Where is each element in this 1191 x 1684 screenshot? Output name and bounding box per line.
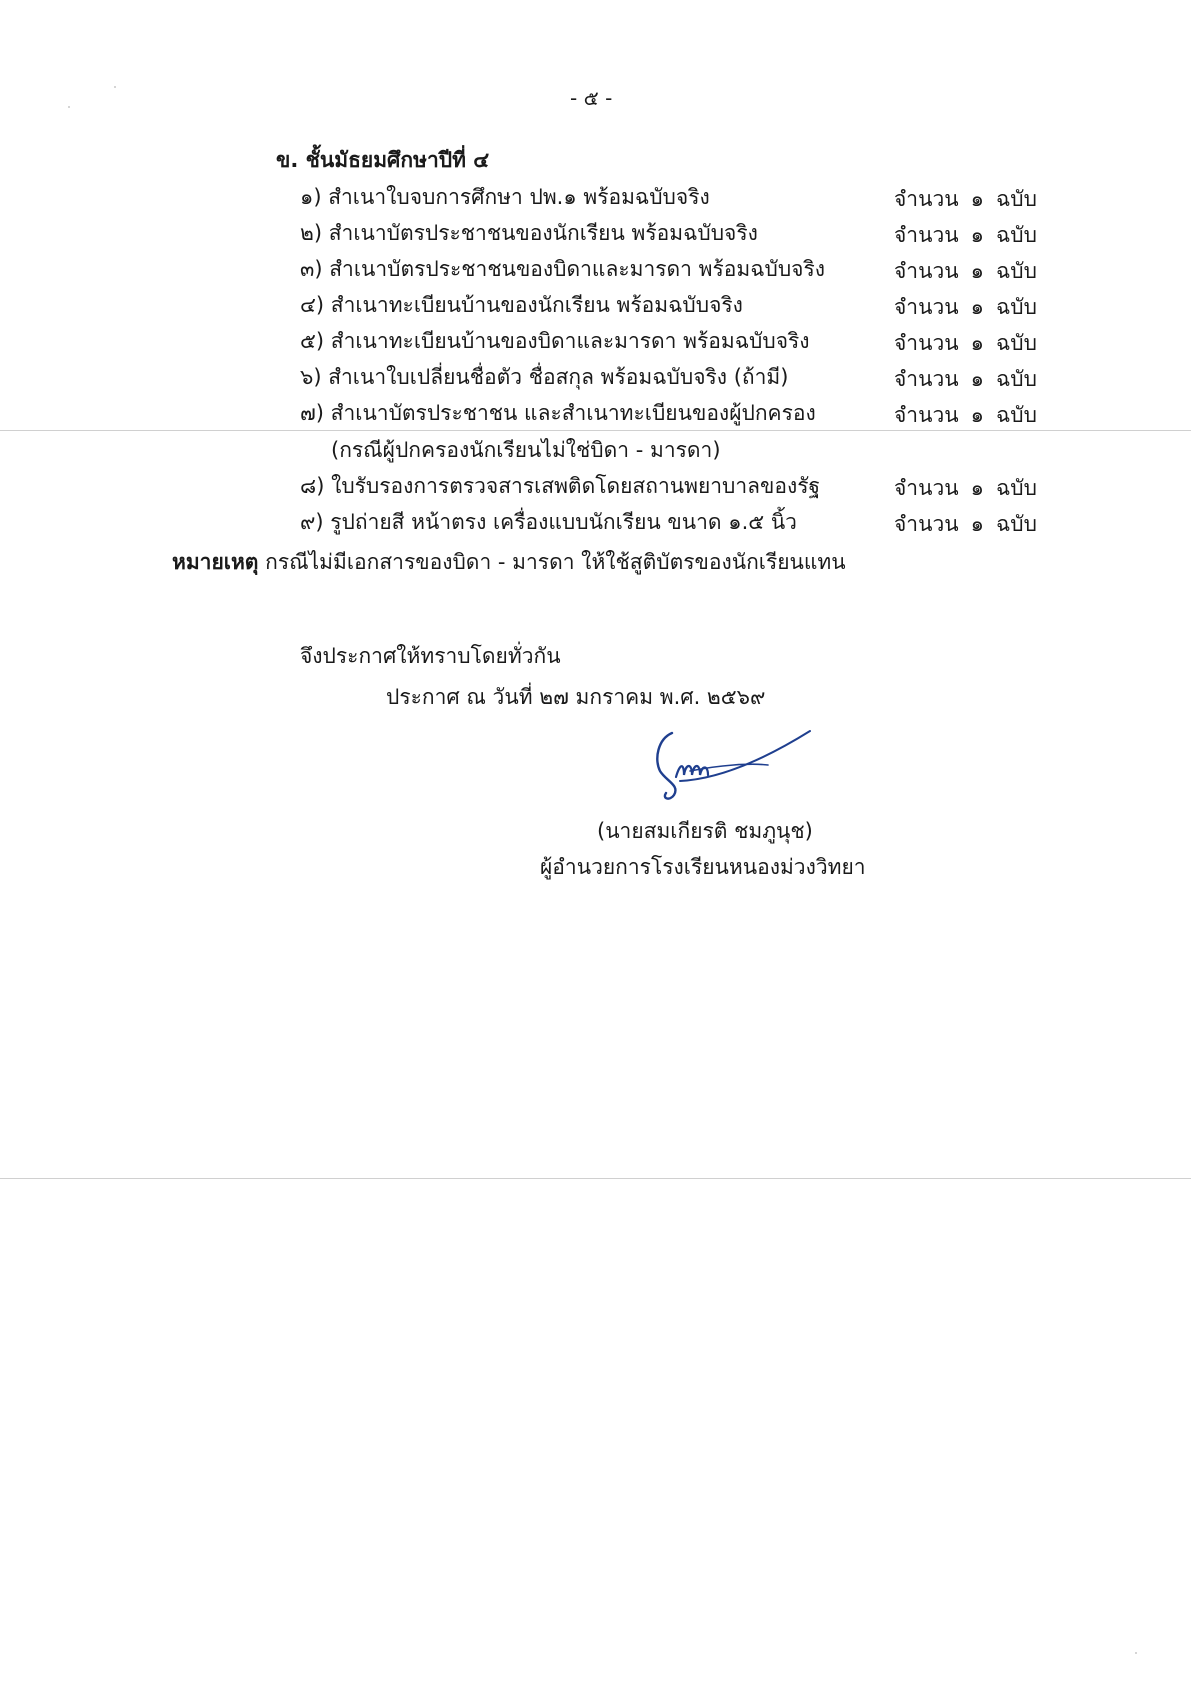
quantity-label: จำนวน (894, 295, 959, 319)
signatory-name: (นายสมเกียรติ ชมภูนุช) (597, 819, 813, 843)
list-item: ๖) สำเนาใบเปลี่ยนชื่อตัว ชื่อสกุล พร้อมฉบับจริง (ถ้ามี) (300, 365, 789, 389)
item-quantity (894, 329, 1037, 357)
item-quantity (894, 221, 1037, 249)
scan-line (0, 430, 1191, 431)
quantity-unit: ฉบับ (995, 295, 1037, 319)
quantity-label: จำนวน (894, 187, 959, 211)
item-quantity (894, 257, 1037, 285)
note-text: กรณีไม่มีเอกสารของบิดา - มารดา ให้ใช้สูติบัตรของนักเรียนแทน (265, 550, 846, 574)
page-number: - ๕ - (570, 86, 613, 110)
quantity-unit: ฉบับ (995, 223, 1037, 247)
item-quantity (894, 474, 1037, 502)
quantity-unit: ฉบับ (995, 331, 1037, 355)
signatory-position: ผู้อำนวยการโรงเรียนหนองม่วงวิทยา (540, 855, 866, 879)
list-item: ๙) รูปถ่ายสี หน้าตรง เครื่องแบบนักเรียน ขนาด ๑.๕ นิ้ว (300, 510, 797, 534)
note-label: หมายเหตุ (172, 550, 259, 574)
item-quantity (894, 293, 1037, 321)
quantity-value: ๑ (970, 223, 984, 247)
list-item: ๔) สำเนาทะเบียนบ้านของนักเรียน พร้อมฉบับจริง (300, 293, 743, 317)
item-quantity (894, 510, 1037, 538)
list-item-subtext: (กรณีผู้ปกครองนักเรียนไม่ใช่บิดา - มารดา) (331, 438, 721, 462)
item-quantity (894, 365, 1037, 393)
quantity-unit: ฉบับ (995, 259, 1037, 283)
quantity-label: จำนวน (894, 331, 959, 355)
quantity-value: ๑ (970, 259, 984, 283)
quantity-label: จำนวน (894, 259, 959, 283)
scan-speck (1135, 1652, 1137, 1654)
quantity-value: ๑ (970, 403, 984, 427)
quantity-value: ๑ (970, 367, 984, 391)
quantity-value: ๑ (970, 331, 984, 355)
list-item: ๘) ใบรับรองการตรวจสารเสพติดโดยสถานพยาบาลของรัฐ (300, 474, 821, 498)
quantity-unit: ฉบับ (995, 187, 1037, 211)
quantity-value: ๑ (970, 476, 984, 500)
scan-speck (68, 106, 70, 108)
scan-line (0, 1178, 1191, 1179)
list-item: ๓) สำเนาบัตรประชาชนของบิดาและมารดา พร้อมฉบับจริง (300, 257, 826, 281)
quantity-unit: ฉบับ (995, 476, 1037, 500)
note (172, 548, 846, 576)
section-heading: ข. ชั้นมัธยมศึกษาปีที่ ๔ (276, 148, 490, 172)
quantity-value: ๑ (970, 295, 984, 319)
quantity-value: ๑ (970, 187, 984, 211)
quantity-label: จำนวน (894, 403, 959, 427)
quantity-label: จำนวน (894, 223, 959, 247)
list-item: ๑) สำเนาใบจบการศึกษา ปพ.๑ พร้อมฉบับจริง (300, 185, 710, 209)
quantity-value: ๑ (970, 512, 984, 536)
list-item: ๗) สำเนาบัตรประชาชน และสำเนาทะเบียนของผู้ปกครอง (300, 401, 816, 425)
quantity-label: จำนวน (894, 512, 959, 536)
quantity-unit: ฉบับ (995, 367, 1037, 391)
quantity-unit: ฉบับ (995, 512, 1037, 536)
item-quantity (894, 185, 1037, 213)
quantity-unit: ฉบับ (995, 403, 1037, 427)
item-quantity (894, 401, 1037, 429)
quantity-label: จำนวน (894, 476, 959, 500)
quantity-label: จำนวน (894, 367, 959, 391)
closing-announcement: จึงประกาศให้ทราบโดยทั่วกัน (300, 644, 561, 668)
scan-speck (114, 86, 116, 88)
list-item: ๕) สำเนาทะเบียนบ้านของบิดาและมารดา พร้อมฉบับจริง (300, 329, 810, 353)
signature-image (650, 725, 820, 805)
list-item: ๒) สำเนาบัตรประชาชนของนักเรียน พร้อมฉบับจริง (300, 221, 758, 245)
announcement-date: ประกาศ ณ วันที่ ๒๗ มกราคม พ.ศ. ๒๕๖๙ (386, 685, 766, 709)
